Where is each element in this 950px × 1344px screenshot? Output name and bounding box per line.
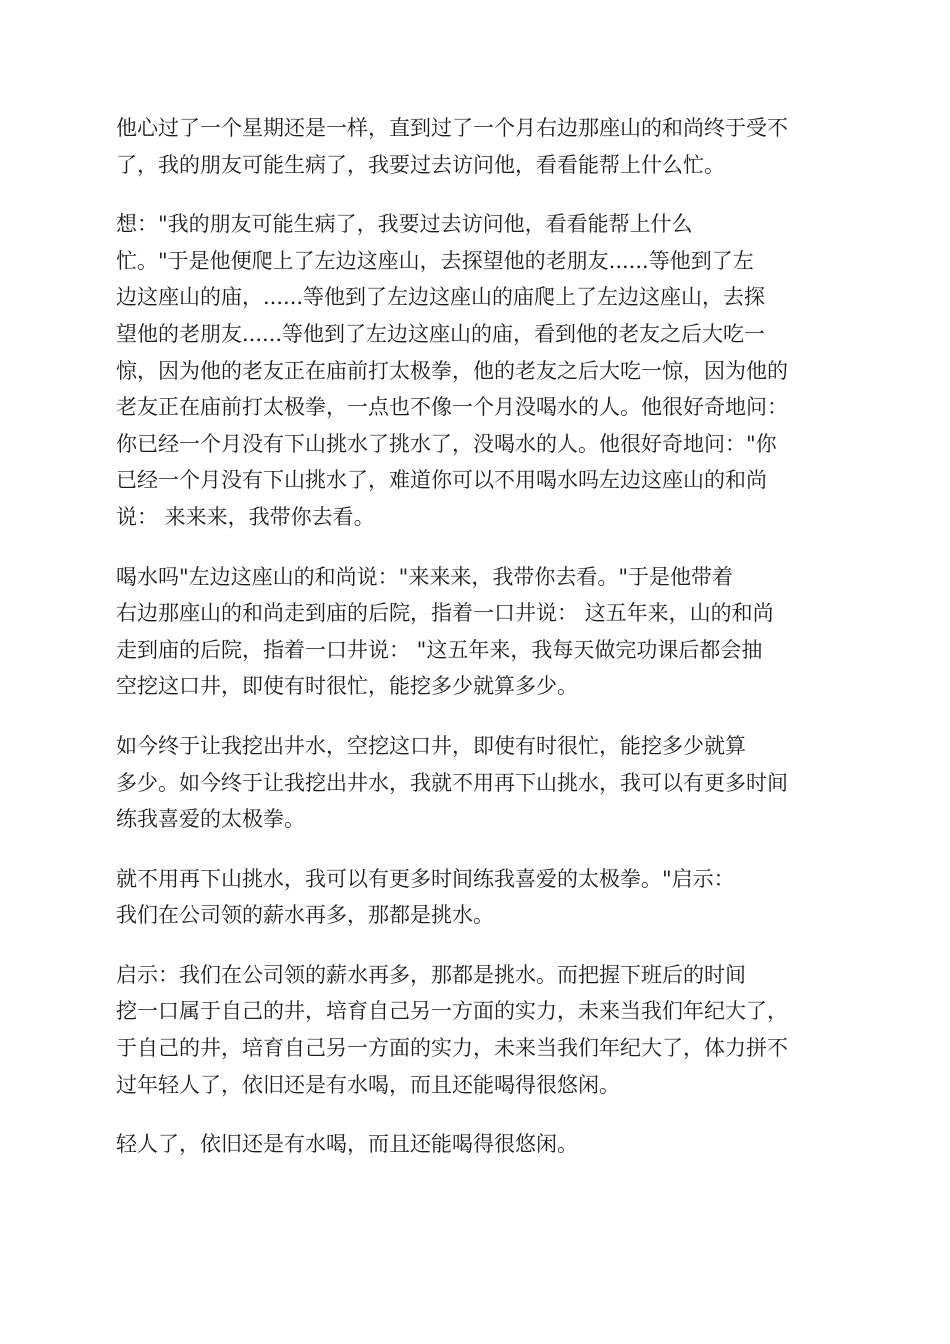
paragraph-1: 他心过了一个星期还是一样，直到过了一个月右边那座山的和尚终于受不 了，我的朋友可能生病了，我要过去访问他，看看能帮上什么忙。 xyxy=(116,116,788,177)
document-body xyxy=(116,110,836,1186)
paragraph-7: 轻人了，依旧还是有水喝，而且还能喝得很悠闲。 xyxy=(116,1132,578,1157)
paragraph-5: 就不用再下山挑水，我可以有更多时间练我喜爱的太极拳。"启示： 我们在公司领的薪水再多，那都是挑水。 xyxy=(116,866,735,928)
paragraph-3: 喝水吗"左边这座山的和尚说："来来来，我带你去看。"于是他带着 右边那座山的和尚走到庙的后院，指着一口井说： 这五年来，山的和尚 走到庙的后院，指着一口井说： "这五年来，我每天做完功课后都会抽 空挖这口井，即使有时很忙，能挖多少就算多少。 xyxy=(116,564,774,699)
paragraph-6: 启示：我们在公司领的薪水再多，那都是挑水。而把握下班后的时间 挖一口属于自己的井，培育自己另一方面的实力，未来当我们年纪大了， 于自己的井，培育自己另一方面的实力，未来当我们年纪大了，体力拼不 过年轻人了，依旧还是有水喝，而且还能喝得很悠闲。 xyxy=(116,962,788,1097)
paragraph-2: 想："我的朋友可能生病了，我要过去访问他，看看能帮上什么 忙。"于是他便爬上了左边这座山，去探望他的老朋友......等他到了左 边这座山的庙，......等他到了左边这座山的庙爬上了左边这座山，去探 望他的老朋友......等他到了左边这座山的庙，看到他的老友之后大吃一 惊，因为他的老友正在庙前打太极拳，他的老友之后大吃一惊，因为他的 老友正在庙前打太极拳，一点也不像一个月没喝水的人。他很好奇地问： 你已经一个月没有下山挑水了挑水了，没喝水的人。他很好奇地问："你 已经一个月没有下山挑水了，难道你可以不用喝水吗左边这座山的和尚 说： 来来来，我带你去看。 xyxy=(116,212,788,529)
paragraph-4: 如今终于让我挖出井水，空挖这口井，即使有时很忙，能挖多少就算 多少。如今终于让我挖出井水，我就不用再下山挑水，我可以有更多时间 练我喜爱的太极拳。 xyxy=(116,733,788,832)
